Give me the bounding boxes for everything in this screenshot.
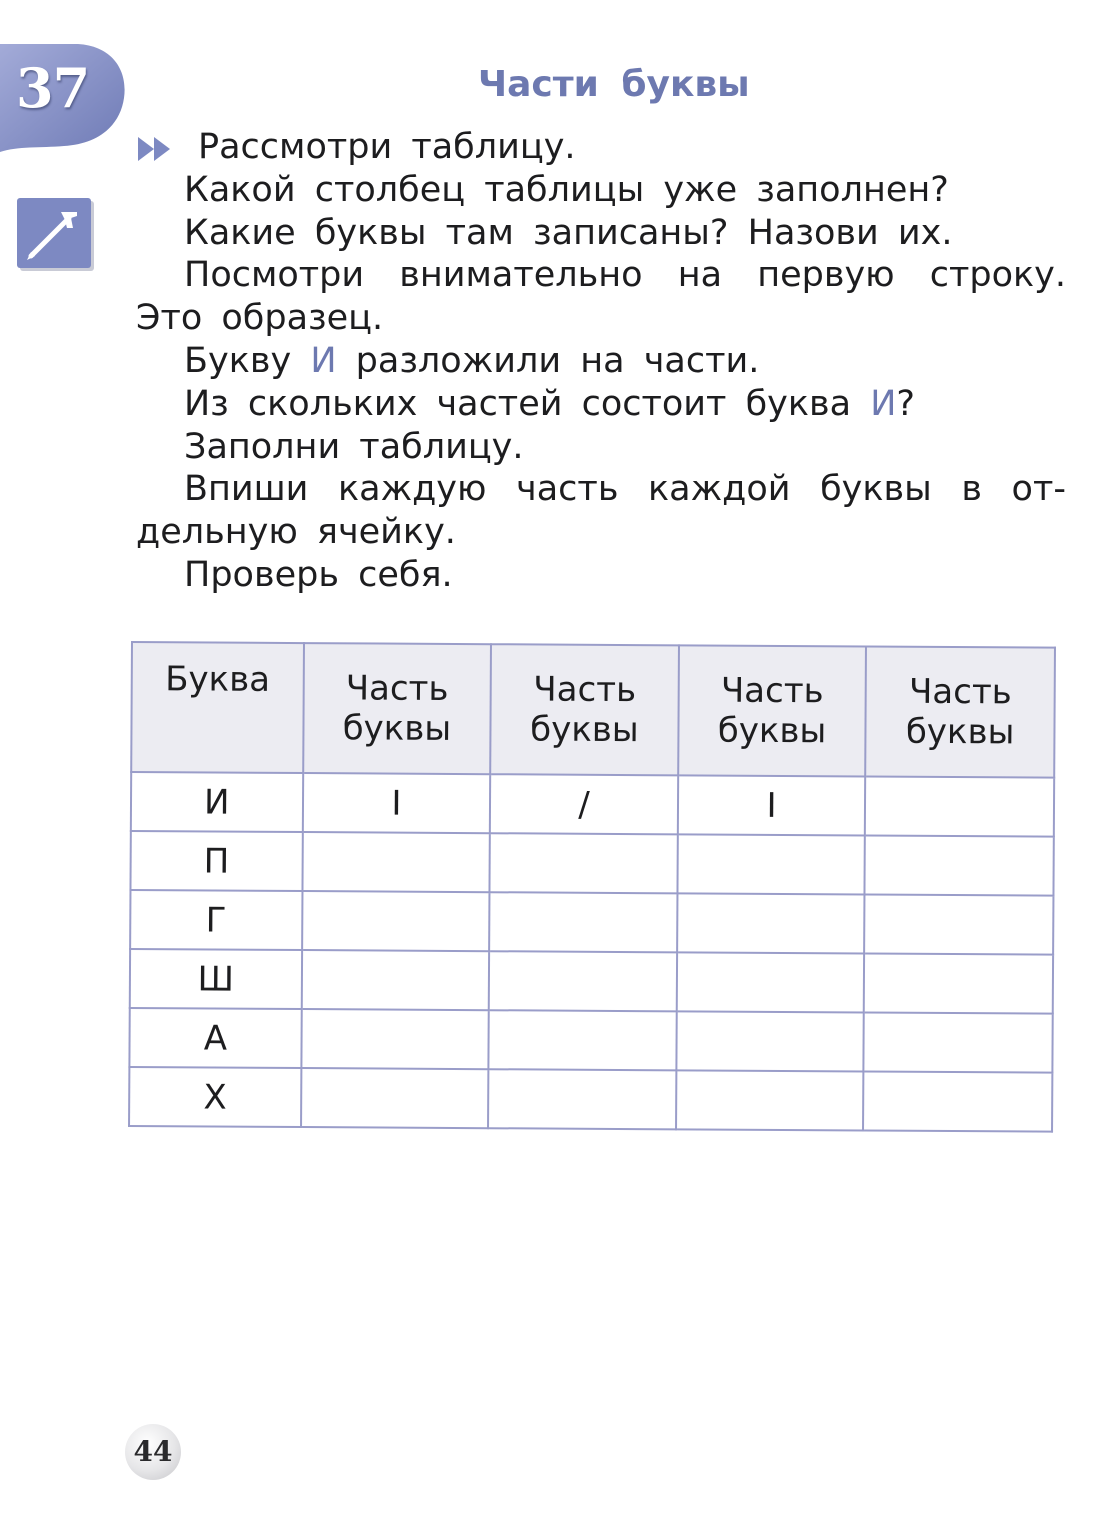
part-cell[interactable] [865,835,1054,895]
column-header-letter: Буква [131,642,303,773]
part-cell[interactable] [489,892,677,952]
letter-cell: Г [130,890,302,950]
letter-cell: И [131,772,303,832]
page-title: Части буквы [478,64,750,105]
part-cell[interactable] [864,1012,1053,1072]
part-cell[interactable] [677,893,865,953]
part-cell[interactable] [864,894,1053,954]
text-fragment: Букву [184,340,311,381]
part-cell[interactable] [302,832,490,892]
letter-cell: А [129,1008,301,1068]
text-fragment: ? [896,383,915,424]
instruction-line: Проверь себя. [184,554,453,595]
part-cell: I [678,775,866,835]
table-row [130,890,1053,955]
part-cell[interactable] [677,834,865,894]
part-cell[interactable] [301,950,489,1010]
pencil-icon [17,198,97,274]
part-cell[interactable] [301,1068,489,1128]
highlighted-letter: И [870,383,897,424]
letter-parts-table [128,641,1056,1133]
column-header-part: Часть буквы [490,644,678,775]
instructions [136,126,1066,597]
page-number: 44 [125,1424,181,1480]
column-header-part: Часть буквы [866,646,1055,777]
instruction-line [136,340,1066,383]
instruction-line: Впиши каждую часть каждой буквы в от- [184,469,1066,510]
part-cell[interactable] [676,1011,864,1071]
part-cell: / [490,774,678,834]
instruction-line: Какие буквы там записаны? Назови их. [184,212,953,253]
letter-cell: Х [129,1067,301,1127]
column-header-part: Часть буквы [678,645,866,776]
table-row [131,772,1054,837]
instruction-line: Это образец. [136,298,384,339]
table-row [130,831,1053,896]
instruction-line [136,383,1066,426]
part-cell[interactable] [865,776,1054,836]
lesson-number: 37 [16,56,90,120]
part-cell[interactable] [677,952,865,1012]
table-row [129,1067,1052,1132]
part-cell[interactable] [864,953,1053,1013]
text-fragment: Из скольких частей состоит буква [184,383,871,424]
part-cell[interactable] [488,1069,676,1129]
part-cell[interactable] [302,891,490,951]
part-cell[interactable] [863,1071,1052,1131]
table-row [129,1008,1052,1073]
instruction-line: Заполни таблицу. [184,426,524,467]
instruction-line: Рассмотри таблицу. [198,127,576,167]
letter-cell: П [130,831,302,891]
column-header-part: Часть буквы [303,643,491,774]
part-cell[interactable] [490,833,678,893]
text-fragment: разложили на части. [336,340,760,381]
highlighted-letter: И [310,340,337,381]
part-cell[interactable] [676,1070,864,1130]
letter-cell: Ш [130,949,302,1009]
part-cell[interactable] [301,1009,489,1069]
table-row [130,949,1053,1014]
part-cell: I [302,773,490,833]
table-header-row [131,642,1055,778]
part-cell[interactable] [489,951,677,1011]
part-cell[interactable] [489,1010,677,1070]
instruction-line: Какой столбец таблицы уже заполнен? [184,169,949,210]
instruction-line: Посмотри внимательно на первую строку. [184,255,1066,296]
instruction-line: дельную ячейку. [136,512,456,553]
